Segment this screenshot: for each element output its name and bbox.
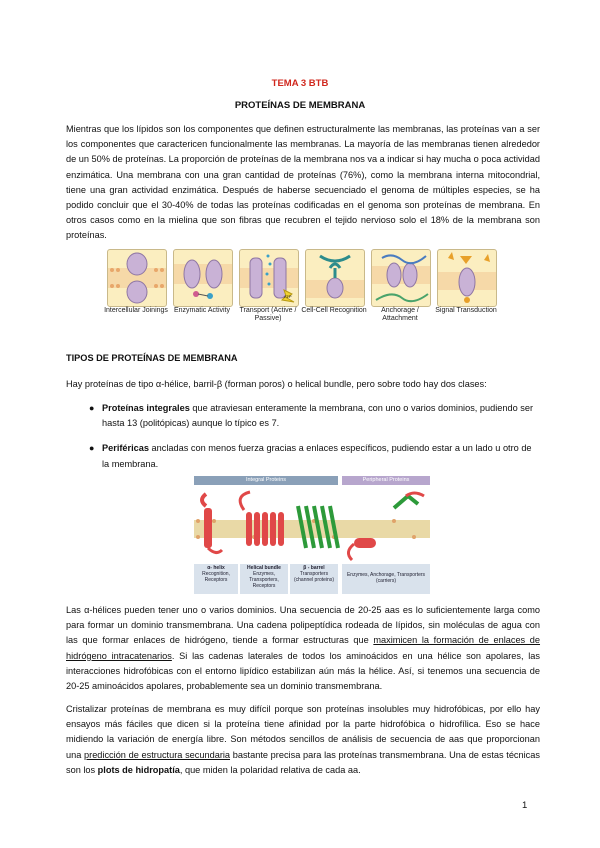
label-intercellular-joinings: Intercellular Joinings	[104, 307, 168, 314]
list-item-integral	[66, 401, 540, 431]
list-item-peripheral	[66, 441, 540, 471]
para2-text-b: . Si las cadenas laterales de todos los aminoácidos en una hélice son apolares, las interacciones hidrofóbicas con el entorno lipídico estabilizan aún más la hélice. Así, si tenemos una secuencia de 20-25 aminoácidos apolares, probablemente sea un dominio transmembrana.	[66, 650, 541, 692]
page-title: PROTEÍNAS DE MEMBRANA	[234, 100, 366, 111]
term-integral: Proteínas integrales	[102, 403, 190, 413]
topic-title: TEMA 3 BTB	[271, 78, 329, 89]
label-transport: Transport (Active / Passive)	[239, 307, 297, 322]
label-anchorage: Anchorage / Attachment	[381, 307, 419, 322]
term-peripheral: Periféricas	[102, 443, 149, 454]
transport-illustration	[240, 250, 298, 306]
intercellular-joinings-illustration	[108, 250, 166, 306]
anchorage-illustration	[372, 250, 430, 306]
para3-bold: plots de hidropatía	[97, 764, 180, 775]
caption-peripheral	[342, 564, 430, 594]
membrane-protein-illustration	[194, 486, 430, 566]
text-integral: que atraviesan enteramente la membrana, con uno o varios dominios, pudiendo ser hasta 13 (politópicas) aunque lo típico es 7.	[102, 403, 534, 429]
atp-badge: ATP	[284, 294, 292, 299]
caption-title: Helical bundle	[247, 565, 281, 571]
protein-types-list	[66, 401, 540, 482]
panel-transport	[239, 249, 299, 307]
para2-underlined: maximicen la formación de enlaces de hidrógeno intracatenarios	[66, 635, 541, 661]
para3-text-a: Cristalizar proteínas de membrana es muy difícil porque son proteínas insolubles muy hidrofóbicas, por ello hay ensayos más fáciles que dicen si la proteína tiene afinidad por la parte hidrofóbica o hidrofílica. Eso se hace midiendo la variación de energía libre. Son métodos sencillos de análisis de secuencia de aas que proporcionan una	[66, 704, 540, 760]
intro-paragraph: Mientras que los lípidos son los componentes que definen estructuralmente las membranas, las proteínas van a ser los componentes que caractericen funcionalmente las membranas. La mayoría de las membranas tienen alrededor de un 50% de proteínas. La proporción de proteínas de la membrana nos va a indicar si hay mucha o poca actividad enzimática. Una membrana con una gran cantidad de proteínas (76%), como la membrana interna mitocondrial, tiene una gran actividad enzimática. Después de haberse secuenciado el genoma de múltiples especies, se ha podido concluir que el 30-40% de todas las proteínas codificadas en el genoma son proteínas de membrana. En otros casos como en la mielina que son fibras que recubren el tejido nervioso solo el 18% de la membrana son proteínas.	[66, 124, 540, 241]
panel-enzymatic-activity	[173, 249, 233, 307]
caption-title: α- helix	[207, 565, 225, 571]
caption-beta-barrel	[290, 564, 338, 594]
cell-recognition-illustration	[306, 250, 364, 306]
signal-transduction-illustration	[438, 250, 496, 306]
alpha-helix-paragraph	[66, 603, 540, 694]
label-signal-transduction: Signal Transduction	[435, 307, 497, 314]
panel-intercellular-joinings	[107, 249, 167, 307]
label-cell-cell-recognition: Cell-Cell Recognition	[301, 307, 367, 314]
panel-cell-cell-recognition	[305, 249, 365, 307]
section-heading-types: TIPOS DE PROTEÍNAS DE MEMBRANA	[66, 353, 238, 363]
caption-alpha-helix	[194, 564, 238, 594]
peripheral-proteins-header: Peripheral Proteins	[342, 476, 430, 485]
para2-text-a: Las α-hélices pueden tener uno o varios dominios. Una secuencia de 20-25 aas es lo suficientemente larga como para formar un dominio transmembrana. Una cadena polipeptídica rodeada de lípidos, sin moléculas de agua con las que formar enlaces de hidrógeno, tiende a formar estructuras que	[66, 605, 540, 646]
text-peripheral: ancladas con menos fuerza gracias a enlaces específicos, pudiendo estar a un lado u otro de la membrana.	[102, 443, 532, 469]
para3-underlined: predicción de estructura secundaria	[84, 749, 231, 760]
panel-anchorage	[371, 249, 431, 307]
label-enzymatic-activity: Enzymatic Activity	[173, 307, 230, 314]
caption-helical-bundle	[240, 564, 288, 594]
protein-classes-figure	[194, 476, 430, 594]
enzymatic-activity-illustration	[174, 250, 232, 306]
para3-text-b: bastante precisa para las proteínas transmembrana. Una de estas técnicas son los	[66, 749, 540, 775]
bullet-icon: ●	[89, 443, 95, 454]
panel-signal-transduction	[437, 249, 497, 307]
para3-text-c: , que miden la polaridad relativa de cada aa.	[179, 764, 361, 775]
types-intro-paragraph: Hay proteínas de tipo α-hélice, barril-β (forman poros) o helical bundle, pero sobre todo hay dos clases:	[66, 379, 487, 389]
page-number: 1	[522, 800, 528, 811]
caption-text: Enzymes, Anchorage, Transporters (carriers)	[346, 572, 426, 584]
integral-proteins-header: Integral Proteins	[194, 476, 338, 485]
caption-text: Enzymes, Transporters, Receptors	[249, 571, 279, 589]
caption-text: Recognition, Receptors	[202, 571, 230, 583]
bullet-icon: ●	[89, 403, 95, 413]
membrane-functions-figure	[104, 249, 497, 333]
caption-title: β - barrel	[303, 565, 325, 571]
caption-text: Transporters (channel proteins)	[293, 571, 335, 583]
crystallization-paragraph	[66, 702, 540, 778]
